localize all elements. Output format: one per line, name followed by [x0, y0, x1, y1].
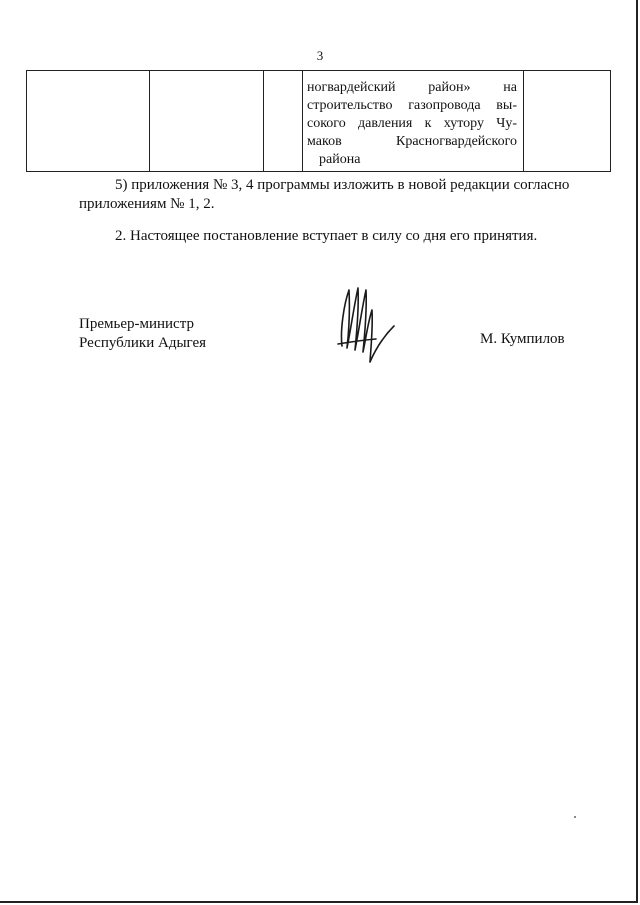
table-cell-empty-1: [27, 71, 150, 172]
cell-line: сокого давления к хутору Чу-: [307, 116, 517, 131]
paragraph-item-2: 2. Настоящее постановление вступает в силу со дня его принятия.: [115, 228, 538, 244]
table-cell-empty-5: [524, 71, 611, 172]
table-cell-description: [303, 71, 524, 172]
table-row: [27, 71, 611, 172]
paragraph-item-5: [79, 176, 579, 214]
handwritten-signature: [330, 282, 400, 374]
signer-title-line: Республики Адыгея: [79, 335, 207, 351]
scan-artifact: [574, 816, 576, 818]
cell-line: района: [319, 152, 361, 167]
cell-line: строительство газопровода вы-: [307, 98, 517, 113]
paragraph-line: приложениям № 1, 2.: [79, 196, 215, 212]
paragraph-line: 5) приложения № 3, 4 программы изложить в новой редакции согласно: [115, 177, 570, 193]
table-cell-empty-2: [150, 71, 264, 172]
signer-title-line: Премьер-министр: [79, 316, 194, 332]
continuation-table: [26, 70, 611, 172]
signer-name: М. Кумпилов: [480, 331, 565, 347]
cell-line: ногвардейский район» на: [307, 80, 517, 95]
table-cell-empty-3: [264, 71, 303, 172]
signer-title: [79, 315, 206, 353]
cell-line: маков Красногвардейского: [307, 134, 517, 149]
page-number: 3: [316, 48, 324, 63]
